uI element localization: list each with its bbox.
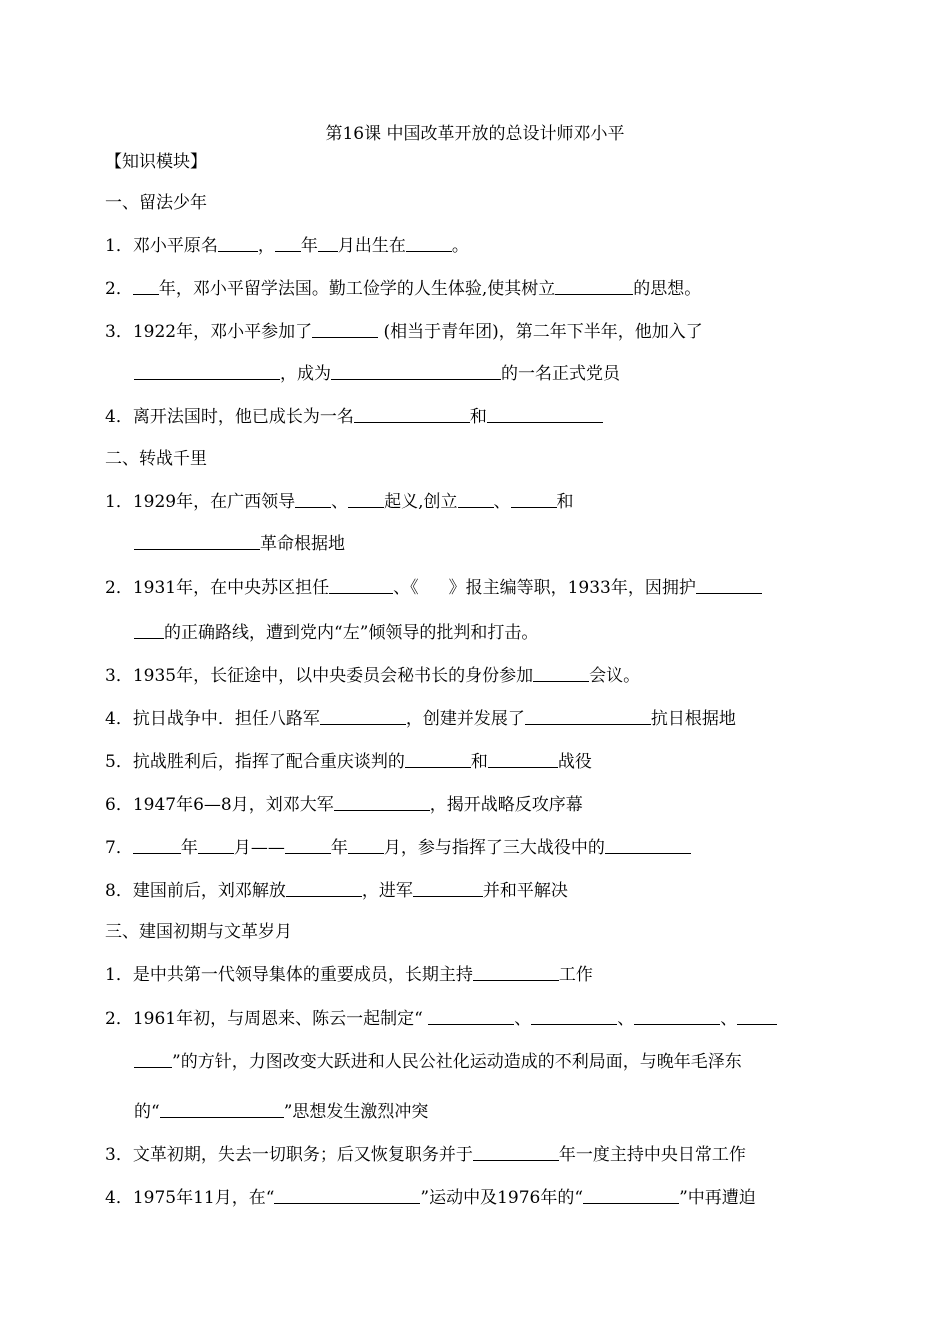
question-text: ，成为 [280,364,331,384]
blank-line [458,489,494,508]
blank-line [531,1006,617,1025]
question-text: 8．建国前后，刘邓解放 [105,881,286,901]
blank-line [413,878,483,897]
question-text: 、 [514,1009,532,1029]
question-text: 、 [720,1009,738,1029]
question-2-2-cont [134,620,538,644]
question-text: ，创建并发展了 [405,709,525,729]
blank-line [533,663,589,682]
question-text: 年，邓小平留学法国。勤工俭学的人生体验,使其树立 [158,279,556,299]
question-text: 2． [105,279,133,299]
question-text: ”运动中及1976年的“ [420,1188,584,1208]
blank-line [134,620,164,639]
blank-line [331,361,501,380]
blank-line [275,233,301,252]
blank-line [320,706,406,725]
question-text: 月，参与指挥了三大战役中的 [383,838,605,858]
question-text: ”的方针，力图改变大跃进和人民公社化运动造成的不利局面，与晚年毛泽东 [172,1052,742,1072]
question-text: 战役 [557,752,592,772]
question-text: 月—— [233,838,285,858]
question-3-4 [105,1185,756,1209]
question-text: 革命根据地 [260,534,345,554]
question-2-8 [105,878,568,902]
question-text: ，进军 [361,881,413,901]
blank-line [318,233,338,252]
question-text: 起义,创立 [384,492,458,512]
blank-line [295,489,331,508]
blank-line [737,1006,777,1025]
question-text: 和 [556,492,574,512]
blank-line [334,792,430,811]
question-3-2 [105,1006,777,1030]
question-text: ”思想发生激烈冲突 [283,1102,429,1122]
question-text: 》报主编等职，1933年，因拥护 [448,578,696,598]
question-2-5 [105,749,592,773]
question-text: 的思想。 [633,279,702,299]
question-text: 1．邓小平原名 [105,236,218,256]
blank-line [134,531,260,550]
question-1-1 [105,233,469,257]
question-text: 和 [469,407,487,427]
blank-line [286,878,362,897]
question-1-3-cont [134,361,620,385]
question-text: 4．离开法国时，他已成长为一名 [105,407,354,427]
question-text: 7． [105,838,133,858]
question-text: 4．抗日战争中．担任八路军 [105,709,320,729]
question-text: 的“ [134,1102,160,1122]
question-2-1-cont [134,531,345,555]
question-text: 5．抗战胜利后，指挥了配合重庆谈判的 [105,752,405,772]
question-text: 。 [451,236,469,256]
blank-line [488,749,558,768]
blank-line [525,706,651,725]
question-2-3 [105,663,640,687]
question-2-6 [105,792,583,816]
blank-line [133,276,159,295]
question-2-4 [105,706,736,730]
question-text: 年 [180,838,198,858]
question-text: 6．1947年6—8月，刘邓大军 [105,795,334,815]
blank-line [428,1006,514,1025]
question-text: 1．是中共第一代领导集体的重要成员，长期主持 [105,965,473,985]
blank-line [133,835,181,854]
question-text: 的正确路线，遭到党内“左”倾领导的批判和打击。 [164,623,539,643]
blank-line [473,1142,559,1161]
question-text: 、《 [393,578,419,598]
blank-line [134,1049,172,1068]
blank-line [160,1099,284,1118]
question-text: 抗日根据地 [650,709,736,729]
question-text: 会议。 [589,666,641,686]
question-2-2 [105,575,762,599]
page-title: 第16课 中国改革开放的总设计师邓小平 [325,124,625,144]
question-text: 并和平解决 [482,881,568,901]
blank-line [487,404,603,423]
question-3-3 [105,1142,746,1166]
question-text: 、 [493,492,511,512]
blank-line [134,361,280,380]
question-text: 的一名正式党员 [501,364,620,384]
question-1-2 [105,276,701,300]
blank-line [285,835,331,854]
blank-line [198,835,234,854]
question-text: 3．1935年，长征途中，以中央委员会秘书长的身份参加 [105,666,534,686]
question-2-1 [105,489,574,513]
question-text: 3．文革初期，失去一切职务；后又恢复职务并于 [105,1145,473,1165]
question-text: 工作 [558,965,593,985]
blank-line [218,233,258,252]
question-text: 1．1929年，在广西领导 [105,492,296,512]
question-text: 年一度主持中央日常工作 [558,1145,746,1165]
question-text: 4．1975年11月，在“ [105,1188,275,1208]
blank-line [605,835,691,854]
question-text: 和 [470,752,488,772]
question-text: 2．1931年，在中央苏区担任 [105,578,330,598]
question-text: 年 [300,236,318,256]
question-1-4 [105,404,603,428]
blank-line [312,319,378,338]
question-text: 、 [617,1009,635,1029]
section-heading-1: 一、留法少年 [105,193,207,213]
question-text: 2．1961年初，与周恩来、陈云一起制定“ [105,1009,429,1029]
blank-line [583,1185,679,1204]
section-heading-3: 三、建国初期与文革岁月 [105,922,292,942]
question-3-2-cont [134,1049,742,1073]
blank-line [634,1006,720,1025]
question-3-2-cont2 [134,1099,428,1123]
blank-line [354,404,470,423]
blank-line [406,233,452,252]
question-3-1 [105,962,593,986]
blank-line [511,489,557,508]
question-2-7 [105,835,691,859]
blank-line [348,835,384,854]
blank-line [555,276,633,295]
blank-line [329,575,393,594]
blank-line [274,1185,420,1204]
section-heading-2: 二、转战千里 [105,449,207,469]
blank-line [405,749,471,768]
question-text: ”中再遭迫 [679,1188,756,1208]
question-text: 3．1922年，邓小平参加了 [105,322,313,342]
module-heading: 【知识模块】 [105,152,207,172]
question-text: 、 [331,492,349,512]
blank-line [348,489,384,508]
question-text: 年 [330,838,348,858]
question-text: (相当于青年团)，第二年下半年，他加入了 [378,322,703,342]
question-text: ，揭开战略反攻序幕 [429,795,583,815]
blank-line [473,962,559,981]
question-1-3 [105,319,703,343]
question-text: 月出生在 [337,236,406,256]
blank-line [696,575,762,594]
question-text: ， [257,236,275,256]
